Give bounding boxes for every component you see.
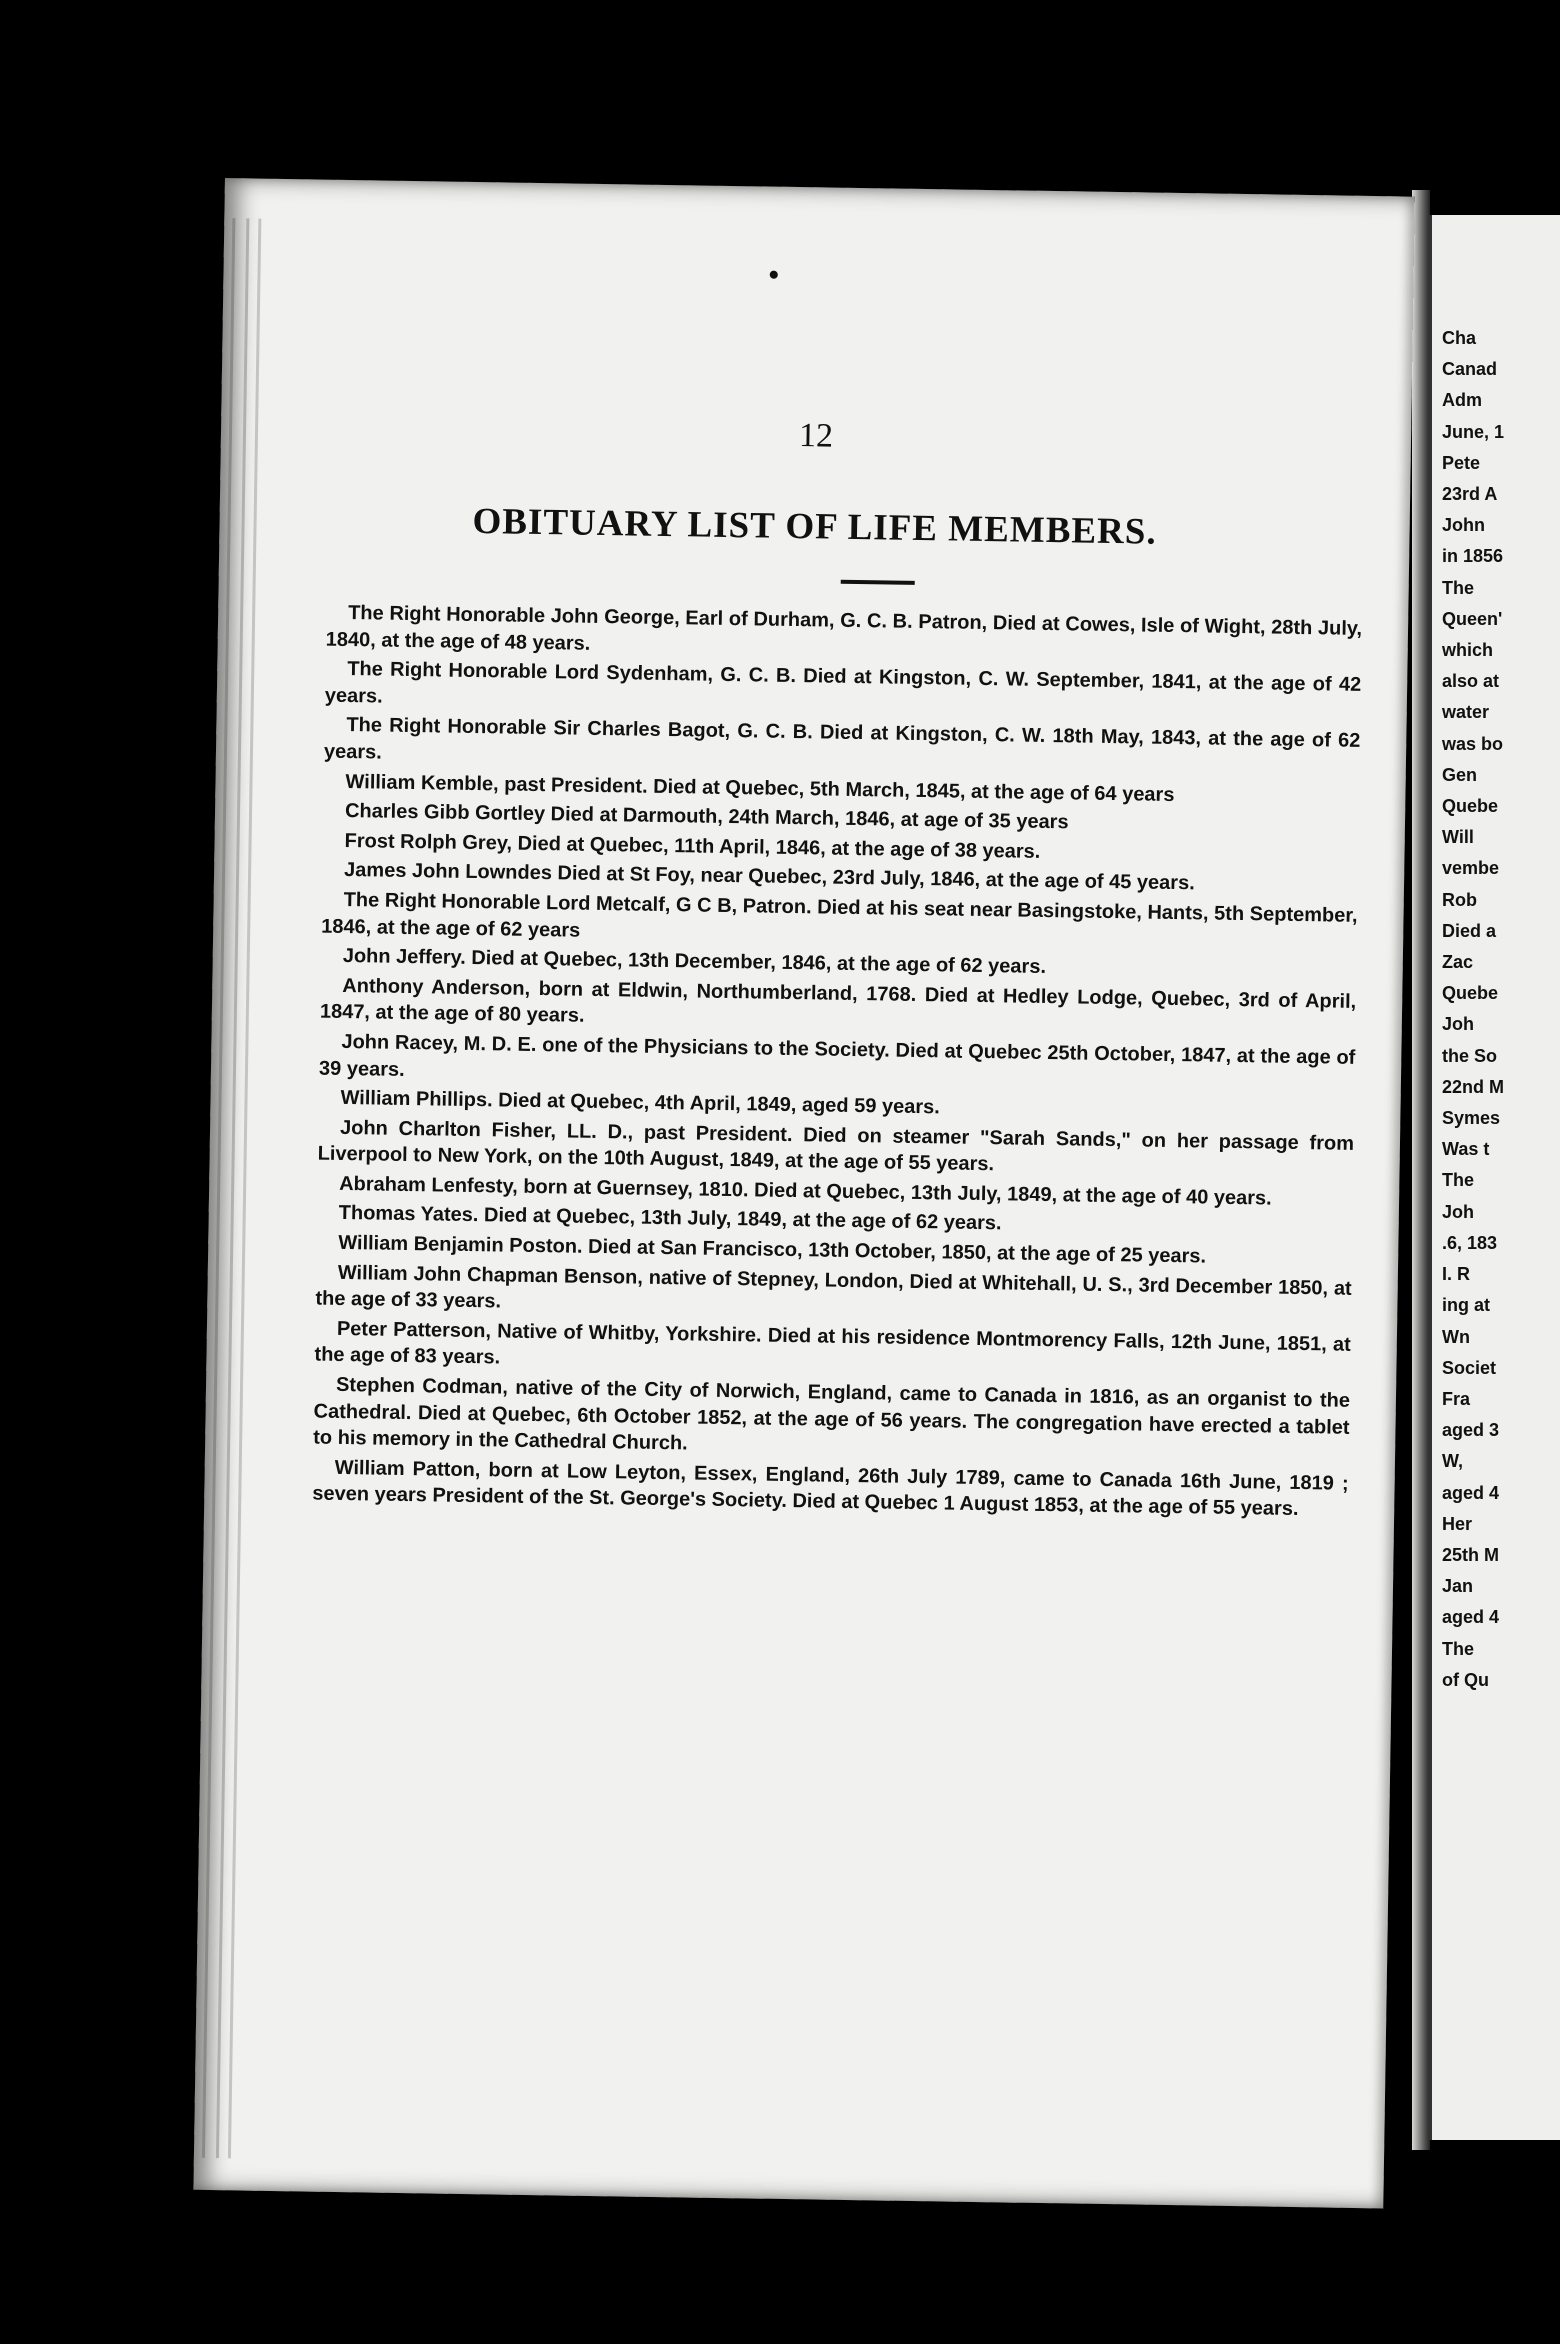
- obituary-entry: John Jeffery. Died at Quebec, 13th December, 1846, at the age of 62 years.: [342, 945, 1047, 979]
- obituary-entry: William John Chapman Benson, native of Stepney, London, Died at Whitehall, U. S., 3rd December 1850, at the age of 33 years.: [315, 1261, 1352, 1313]
- obituary-list: [312, 600, 1362, 1527]
- facing-page-line: June, 1: [1442, 421, 1505, 442]
- obituary-entry: The Right Honorable Lord Metcalf, G C B, Patron. Died at his seat near Basingstoke, Hants, 5th September, 1846, at the age of 62 years: [321, 888, 1358, 942]
- facing-page-line: Zac: [1442, 952, 1474, 973]
- obituary-entry: Stephen Codman, native of the City of Norwich, England, came to Canada in 1816, as an organist to the Cathedral. Died at Quebec, 6th October 1852, at the age of 56 years. The congregation have erected a tablet to his memory in the Cathedral Church.: [313, 1373, 1351, 1455]
- obituary-entry: William Benjamin Poston. Died at San Francisco, 13th October, 1850, at the age of 25 years.: [338, 1231, 1207, 1268]
- facing-page-line: I. R: [1442, 1264, 1471, 1285]
- facing-page-line: Her: [1442, 1513, 1473, 1534]
- obituary-entry: John Charlton Fisher, LL. D., past President. Died on steamer "Sarah Sands," on her passage from Liverpool to New York, on the 10th August, 1849, at the age of 55 years.: [317, 1116, 1355, 1176]
- facing-page-line: Died a: [1442, 920, 1497, 941]
- obituary-entry: Anthony Anderson, born at Eldwin, Northumberland, 1768. Died at Hedley Lodge, Quebec, 3rd of April, 1847, at the age of 80 years.: [319, 974, 1357, 1028]
- facing-page-line: Gen: [1442, 764, 1478, 785]
- facing-page-line: in 1856: [1442, 546, 1504, 567]
- facing-page-line: Rob: [1442, 889, 1477, 910]
- obituary-entry: The Right Honorable Sir Charles Bagot, G. C. B. Died at Kingston, C. W. 18th May, 1843, at the age of 62 years.: [323, 714, 1361, 764]
- facing-page-line: Societ: [1442, 1357, 1497, 1378]
- facing-page-line: 25th M: [1442, 1544, 1500, 1565]
- obituary-entry: William Patton, born at Low Leyton, Essex, England, 26th July 1789, came to Canada 16th June, 1819 ; seven years President of the St. George's Society. Died at Quebec 1 August 1853, at the age of 55 years.: [312, 1456, 1349, 1521]
- facing-page-line: Pete: [1442, 452, 1481, 473]
- facing-page-line: the So: [1442, 1045, 1498, 1066]
- facing-page-line: was bo: [1442, 733, 1504, 754]
- facing-page-line: Symes: [1442, 1108, 1501, 1129]
- ink-speck: •: [768, 258, 780, 292]
- obituary-entry: The Right Honorable Lord Sydenham, G. C. B. Died at Kingston, C. W. September, 1841, at the age of 42 years.: [324, 658, 1362, 708]
- obituary-entry: John Racey, M. D. E. one of the Physicians to the Society. Died at Quebec 25th October, 1847, at the age of 39 years.: [318, 1030, 1356, 1081]
- facing-page-line: The: [1442, 1638, 1475, 1659]
- obituary-entry: William Phillips. Died at Quebec, 4th April, 1849, aged 59 years.: [340, 1087, 940, 1119]
- facing-page-line: W,: [1442, 1451, 1463, 1472]
- facing-page-line: which: [1442, 640, 1494, 661]
- obituary-entry: Frost Rolph Grey, Died at Quebec, 11th April, 1846, at the age of 38 years.: [344, 829, 1041, 863]
- obituary-entry: William Kemble, past President. Died at Quebec, 5th March, 1845, at the age of 64 years: [345, 770, 1175, 806]
- facing-page-line: Fra: [1442, 1388, 1471, 1409]
- obituary-entry: Thomas Yates. Died at Quebec, 13th July, 1849, at the age of 62 years.: [338, 1202, 1002, 1235]
- facing-page: [1428, 215, 1560, 2140]
- facing-page-line: 23rd A: [1442, 484, 1498, 505]
- facing-page-line: Will: [1442, 827, 1474, 848]
- page-title: OBITUARY LIST OF LIFE MEMBERS.: [472, 500, 1157, 553]
- facing-page-line: water: [1442, 702, 1490, 723]
- facing-page-line: 22nd M: [1442, 1076, 1505, 1097]
- obituary-entry: Peter Patterson, Native of Whitby, Yorkshire. Died at his residence Montmorency Falls, 12th June, 1851, at the age of 83 years.: [314, 1317, 1351, 1369]
- facing-page-line: Canad: [1442, 359, 1498, 380]
- obituary-entry: Charles Gibb Gortley Died at Darmouth, 24th March, 1846, at age of 35 years: [344, 800, 1069, 834]
- facing-page-line: Wn: [1442, 1326, 1470, 1347]
- facing-page-line: John: [1442, 515, 1485, 536]
- facing-page-line: aged 4: [1442, 1607, 1500, 1628]
- facing-page-line: Adm: [1442, 390, 1482, 411]
- facing-page-line: Quebe: [1442, 983, 1499, 1004]
- facing-page-line: The: [1442, 577, 1475, 598]
- facing-page-line: also at: [1442, 671, 1500, 692]
- facing-page-line: .6, 183: [1442, 1232, 1498, 1253]
- facing-page-line: vembe: [1442, 858, 1500, 879]
- facing-page-line: of Qu: [1442, 1669, 1489, 1690]
- facing-page-line: ing at: [1442, 1295, 1490, 1316]
- title-rule: [841, 580, 915, 585]
- facing-page-line: Joh: [1442, 1201, 1475, 1222]
- facing-page-line: Joh: [1442, 1014, 1475, 1035]
- obituary-entry: The Right Honorable John George, Earl of Durham, G. C. B. Patron, Died at Cowes, Isle of Wight, 28th July, 1840, at the age of 48 years.: [325, 601, 1363, 655]
- facing-page-line: Queen': [1442, 608, 1503, 629]
- facing-page-line: Quebe: [1442, 796, 1499, 817]
- obituary-entry: Abraham Lenfesty, born at Guernsey, 1810. Died at Quebec, 13th July, 1849, at the age of 40 years.: [339, 1172, 1272, 1210]
- left-page: [193, 178, 1414, 2208]
- obituary-entry: James John Lowndes Died at St Foy, near Quebec, 23rd July, 1846, at the age of 45 years.: [343, 859, 1195, 895]
- facing-page-line: aged 4: [1442, 1482, 1500, 1503]
- facing-page-line: The: [1442, 1170, 1475, 1191]
- facing-page-line: Jan: [1442, 1576, 1474, 1597]
- facing-page-text: [1442, 323, 1560, 1696]
- facing-page-line: aged 3: [1442, 1420, 1500, 1441]
- facing-page-line: Was t: [1442, 1139, 1490, 1160]
- facing-page-line: Cha: [1442, 328, 1477, 348]
- page-number: 12: [798, 417, 834, 455]
